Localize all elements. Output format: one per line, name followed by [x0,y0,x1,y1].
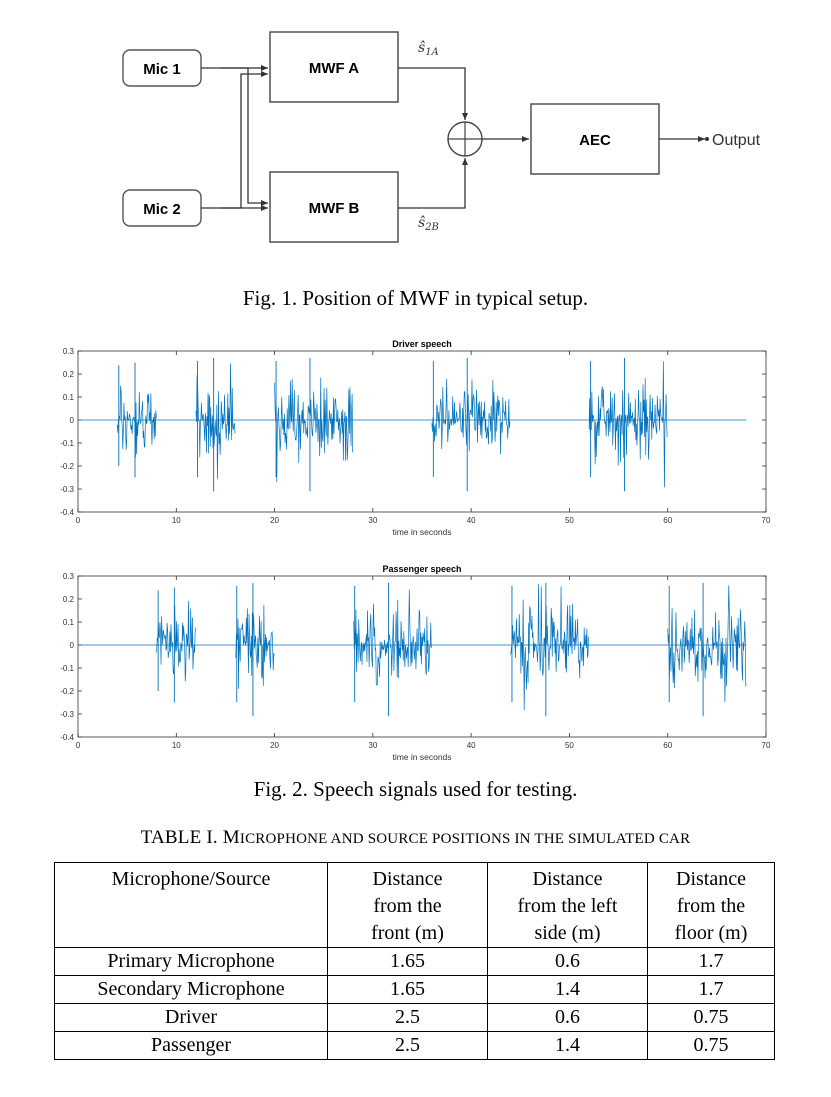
x-axis-label: time in seconds [392,527,452,537]
y-tick-label: -0.1 [60,439,74,448]
plot-frame [78,351,766,512]
y-tick-label: -0.3 [60,485,74,494]
output-dot-icon [705,137,709,141]
y-tick-label: 0.3 [62,347,74,356]
x-tick-label: 40 [466,741,476,750]
signal-label-s1a [418,40,439,58]
table-row [55,976,775,1004]
output-label: Output [712,132,761,149]
table-1-title [0,827,831,849]
x-tick-label: 0 [75,741,81,750]
x-tick-label: 10 [171,741,181,750]
plot-title: Driver speech [392,339,452,349]
table-header-line: from the [676,895,746,917]
figure-2-caption: Fig. 2. Speech signals used for testing. [253,777,578,801]
x-tick-label: 30 [368,516,378,525]
y-tick-label: -0.2 [60,462,74,471]
table-header-line: Distance [676,868,746,890]
table-cell: Passenger [55,1032,328,1060]
summing-junction-icon [448,122,482,156]
table-1-title-part: ICROPHONE AND SOURCE POSITIONS IN THE SIMULATED CAR [239,831,691,847]
table-cell: 1.4 [488,976,648,1004]
table-cell: 1.7 [648,948,775,976]
y-tick-label: -0.1 [60,664,74,673]
table-header-cell [328,863,488,948]
figure-1-caption: Fig. 1. Position of MWF in typical setup. [242,286,589,310]
x-tick-label: 50 [564,741,574,750]
table-cell: 0.6 [488,948,648,976]
y-tick-label: -0.4 [60,733,74,742]
table-header-line: Distance [532,868,603,890]
table-cell: 0.75 [648,1032,775,1060]
table-cell: 1.65 [328,948,488,976]
x-tick-label: 50 [564,516,574,525]
y-tick-label: 0 [69,641,74,650]
x-tick-label: 60 [663,516,673,525]
y-tick-label: 0.1 [62,618,74,627]
x-tick-label: 60 [663,741,673,750]
table-header-row [55,863,775,948]
table-row [55,1004,775,1032]
table-header-line: Distance [372,868,443,890]
signal-label-s2b-base: ŝ [418,215,426,231]
x-tick-label: 10 [171,516,181,525]
x-tick-label: 0 [75,516,81,525]
table-cell: Driver [55,1004,328,1032]
table-header-cell [648,863,775,948]
table-header-cell [55,863,328,948]
y-tick-label: -0.4 [60,508,74,517]
table-cell: 1.7 [648,976,775,1004]
table-header-line: from the [373,895,442,917]
table-header-line: floor (m) [674,922,748,944]
x-tick-label: 70 [761,741,771,750]
x-axis-label: time in seconds [392,752,452,762]
table-row [55,948,775,976]
table-cell: 2.5 [328,1004,488,1032]
y-tick-label: 0.3 [62,572,74,581]
mwf-block-diagram [0,0,831,270]
positions-table [54,862,775,1060]
table-header-line: Microphone/Source [111,868,271,890]
aec-label: AEC [579,132,611,149]
table-cell: 2.5 [328,1032,488,1060]
table-cell: 1.65 [328,976,488,1004]
table-header-line: from the left [517,895,618,917]
y-tick-label: 0.2 [62,370,74,379]
y-tick-label: 0 [69,416,74,425]
mic2-label: Mic 2 [143,201,181,218]
table-cell: 0.6 [488,1004,648,1032]
table-1-label: TABLE I. [140,827,223,848]
signal-label-s2b-sub: 2B [425,222,439,233]
table-header-line: side (m) [534,922,601,944]
table-cell: Secondary Microphone [55,976,328,1004]
x-tick-label: 20 [270,741,280,750]
table-header-cell [488,863,648,948]
table-cell: 1.4 [488,1032,648,1060]
table-1-caption-text [223,827,690,848]
plot-frame [78,576,766,737]
table-cell: 0.75 [648,1004,775,1032]
table-header-line: front (m) [371,922,444,944]
signal-label-s1a-sub: 1A [425,47,439,58]
y-tick-label: 0.1 [62,393,74,402]
mic1-label: Mic 1 [143,61,181,78]
table-cell: Primary Microphone [55,948,328,976]
table-1-title-part: M [222,827,240,848]
table-row [55,1032,775,1060]
mwf-b-label: MWF B [308,200,360,217]
passenger-speech-plot [0,561,831,771]
x-tick-label: 30 [368,741,378,750]
y-tick-label: -0.2 [60,687,74,696]
plot-title: Passenger speech [382,564,462,574]
driver-speech-plot [0,336,831,546]
y-tick-label: -0.3 [60,710,74,719]
y-tick-label: 0.2 [62,595,74,604]
x-tick-label: 20 [270,516,280,525]
mwf-a-label: MWF A [308,60,360,77]
x-tick-label: 70 [761,516,771,525]
signal-label-s1a-base: ŝ [418,40,426,56]
x-tick-label: 40 [466,516,476,525]
signal-label-s2b [418,215,439,233]
